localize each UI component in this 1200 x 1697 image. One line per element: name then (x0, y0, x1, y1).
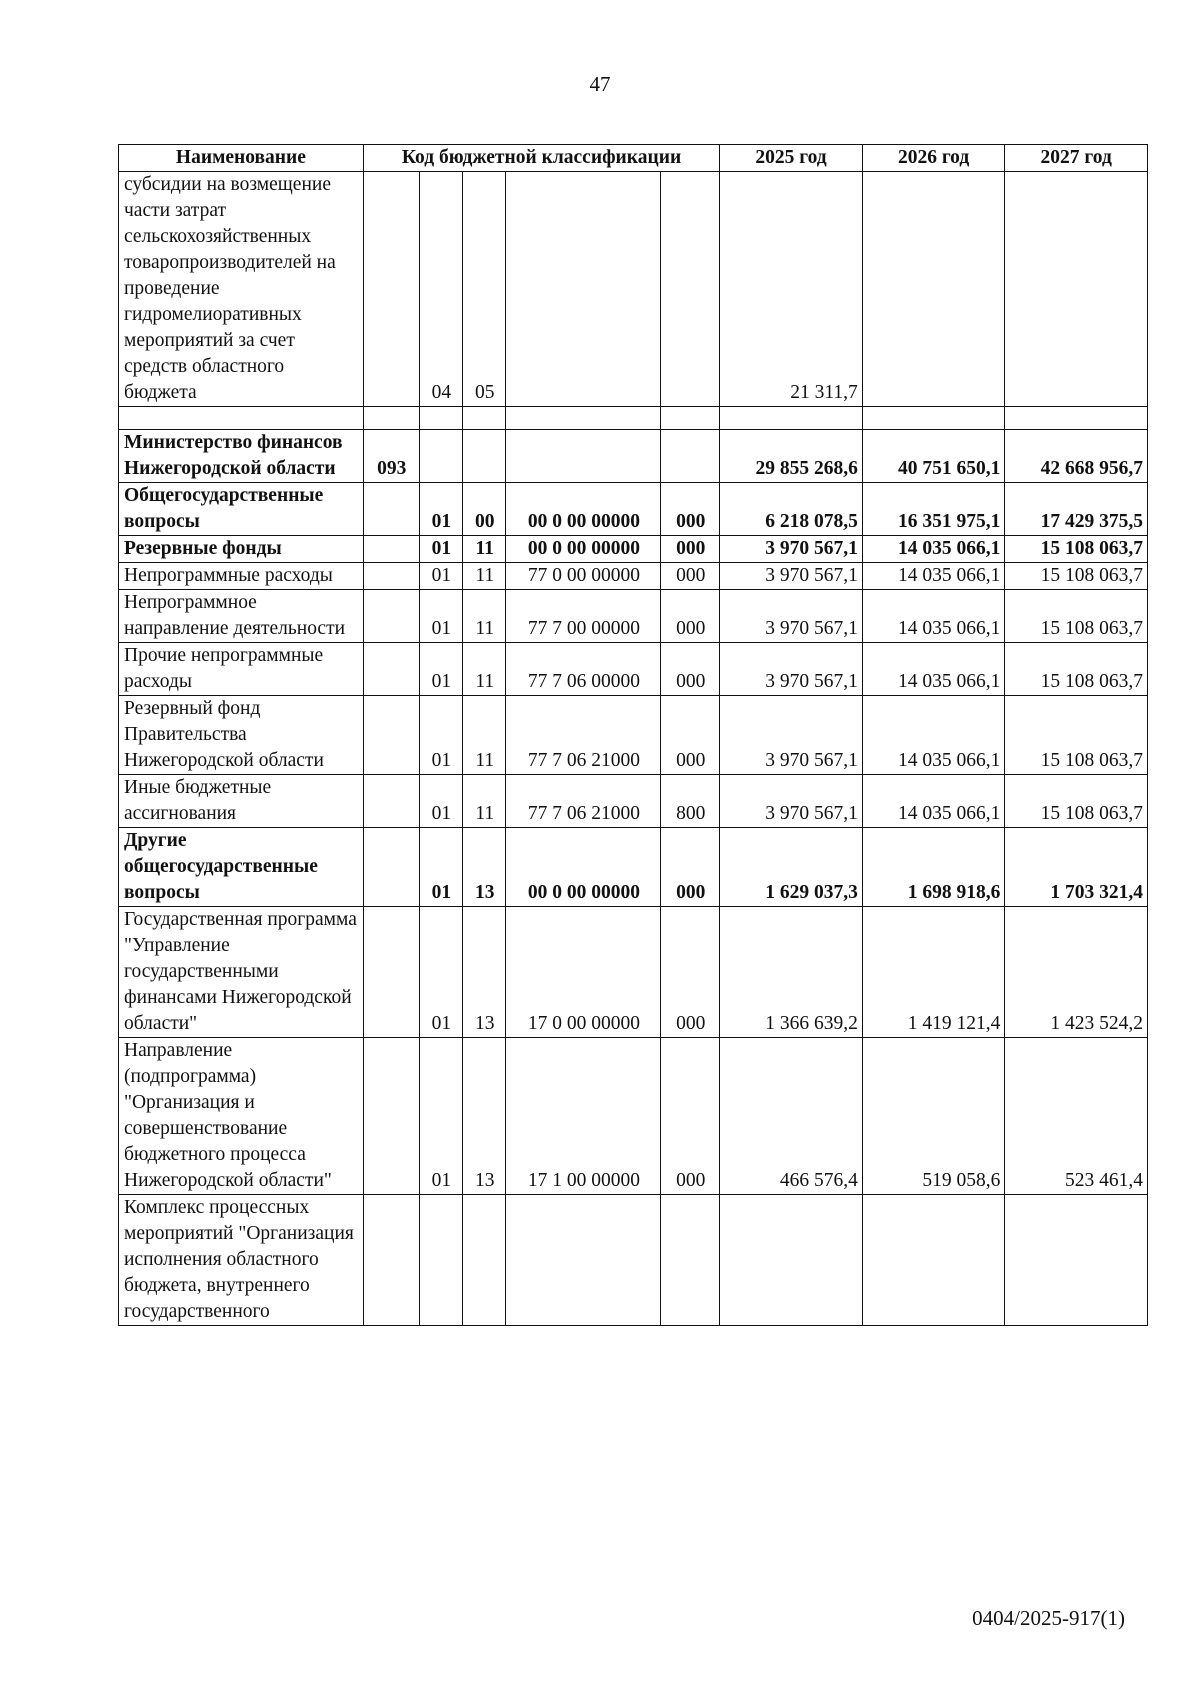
cell-rz: 01 (419, 775, 462, 828)
cell-vr: 000 (661, 643, 720, 696)
cell-2027: 1 703 321,4 (1005, 828, 1148, 907)
cell-ved (363, 696, 419, 775)
cell-2025 (720, 1195, 863, 1326)
table-row (119, 172, 1148, 407)
cell-pr: 05 (463, 172, 506, 407)
cell-2025: 3 970 567,1 (720, 563, 863, 590)
cell-csr: 77 7 06 21000 (506, 775, 661, 828)
table-row (119, 430, 1148, 483)
cell-ved (363, 828, 419, 907)
table-row (119, 828, 1148, 907)
cell-csr: 77 7 00 00000 (506, 590, 661, 643)
cell-2026 (862, 172, 1005, 407)
cell-csr: 00 0 00 00000 (506, 828, 661, 907)
cell-2027: 15 108 063,7 (1005, 590, 1148, 643)
cell-name: Иные бюджетные ассигнования (119, 775, 364, 828)
cell-2027 (1005, 1195, 1148, 1326)
cell-pr: 11 (463, 536, 506, 563)
table-row (119, 907, 1148, 1038)
cell-2026: 1 698 918,6 (862, 828, 1005, 907)
cell-csr: 77 7 06 00000 (506, 643, 661, 696)
table-body (119, 172, 1148, 1326)
table-row (119, 775, 1148, 828)
header-2026: 2026 год (862, 145, 1005, 172)
cell-2025: 1 366 639,2 (720, 907, 863, 1038)
cell-rz: 01 (419, 907, 462, 1038)
cell-2027: 17 429 375,5 (1005, 483, 1148, 536)
cell-2026: 16 351 975,1 (862, 483, 1005, 536)
cell-rz: 01 (419, 696, 462, 775)
cell-2025: 3 970 567,1 (720, 643, 863, 696)
cell-rz (419, 430, 462, 483)
cell-ved (363, 643, 419, 696)
page-number: 47 (589, 72, 611, 96)
cell-2026: 40 751 650,1 (862, 430, 1005, 483)
table-row (119, 643, 1148, 696)
cell-name: Резервные фонды (119, 536, 364, 563)
header-2025: 2025 год (720, 145, 863, 172)
cell-name: Министерство финансов Нижегородской области (119, 430, 364, 483)
cell-csr: 00 0 00 00000 (506, 536, 661, 563)
cell-csr: 17 1 00 00000 (506, 1038, 661, 1195)
cell-pr (463, 430, 506, 483)
cell-pr: 11 (463, 643, 506, 696)
cell-2025: 3 970 567,1 (720, 775, 863, 828)
cell-vr: 000 (661, 696, 720, 775)
cell-ved (363, 536, 419, 563)
cell-rz: 01 (419, 590, 462, 643)
cell-ved (363, 407, 419, 430)
cell-vr (661, 1195, 720, 1326)
cell-rz: 01 (419, 536, 462, 563)
table-row (119, 590, 1148, 643)
cell-2025: 3 970 567,1 (720, 696, 863, 775)
cell-csr (506, 1195, 661, 1326)
cell-name: Направление (подпрограмма) "Организация и совершенствование бюджетного процесса Нижегородской области" (119, 1038, 364, 1195)
cell-vr (661, 430, 720, 483)
header-2027: 2027 год (1005, 145, 1148, 172)
cell-name: Государственная программа "Управление государственными финансами Нижегородской области" (119, 907, 364, 1038)
cell-pr: 11 (463, 696, 506, 775)
table-row (119, 536, 1148, 563)
cell-rz: 01 (419, 1038, 462, 1195)
table-row (119, 1038, 1148, 1195)
cell-vr: 000 (661, 483, 720, 536)
cell-ved (363, 1038, 419, 1195)
cell-csr: 00 0 00 00000 (506, 483, 661, 536)
cell-2025: 3 970 567,1 (720, 590, 863, 643)
cell-pr (463, 1195, 506, 1326)
cell-ved (363, 1195, 419, 1326)
table-header-row (119, 145, 1148, 172)
cell-2027 (1005, 407, 1148, 430)
table-row (119, 696, 1148, 775)
table-row (119, 407, 1148, 430)
cell-2027 (1005, 172, 1148, 407)
cell-pr: 11 (463, 590, 506, 643)
cell-vr: 000 (661, 907, 720, 1038)
cell-vr: 800 (661, 775, 720, 828)
cell-2025: 1 629 037,3 (720, 828, 863, 907)
cell-2026 (862, 1195, 1005, 1326)
cell-vr: 000 (661, 536, 720, 563)
cell-rz: 01 (419, 643, 462, 696)
cell-2025: 466 576,4 (720, 1038, 863, 1195)
cell-rz (419, 407, 462, 430)
cell-2025 (720, 407, 863, 430)
document-code: 0404/2025-917(1) (972, 1606, 1125, 1630)
cell-ved: 093 (363, 430, 419, 483)
cell-2027: 15 108 063,7 (1005, 696, 1148, 775)
cell-pr (463, 407, 506, 430)
cell-rz: 01 (419, 483, 462, 536)
cell-2026: 14 035 066,1 (862, 563, 1005, 590)
cell-2027: 15 108 063,7 (1005, 643, 1148, 696)
cell-2027: 42 668 956,7 (1005, 430, 1148, 483)
cell-2025: 29 855 268,6 (720, 430, 863, 483)
cell-2026: 1 419 121,4 (862, 907, 1005, 1038)
cell-ved (363, 483, 419, 536)
cell-name: Прочие непрограммные расходы (119, 643, 364, 696)
cell-vr: 000 (661, 828, 720, 907)
cell-2026: 14 035 066,1 (862, 643, 1005, 696)
cell-name: Непрограммные расходы (119, 563, 364, 590)
cell-vr: 000 (661, 590, 720, 643)
cell-vr (661, 407, 720, 430)
cell-ved (363, 172, 419, 407)
cell-rz: 04 (419, 172, 462, 407)
cell-ved (363, 590, 419, 643)
header-name: Наименование (119, 145, 364, 172)
cell-2027: 15 108 063,7 (1005, 563, 1148, 590)
table-row (119, 1195, 1148, 1326)
cell-name: Другие общегосударственные вопросы (119, 828, 364, 907)
table-row (119, 483, 1148, 536)
cell-csr: 77 7 06 21000 (506, 696, 661, 775)
cell-2025: 3 970 567,1 (720, 536, 863, 563)
cell-2025: 6 218 078,5 (720, 483, 863, 536)
cell-csr (506, 430, 661, 483)
cell-pr: 11 (463, 563, 506, 590)
cell-name: Общегосударственные вопросы (119, 483, 364, 536)
cell-name: Резервный фонд Правительства Нижегородской области (119, 696, 364, 775)
cell-csr: 17 0 00 00000 (506, 907, 661, 1038)
cell-ved (363, 563, 419, 590)
cell-ved (363, 775, 419, 828)
cell-rz: 01 (419, 828, 462, 907)
cell-rz: 01 (419, 563, 462, 590)
cell-name: субсидии на возмещение части затрат сельскохозяйственных товаропроизводителей на проведение гидромелиоративных мероприятий за счет средств областного бюджета (119, 172, 364, 407)
cell-rz (419, 1195, 462, 1326)
budget-table (118, 144, 1148, 1326)
cell-name: Комплекс процессных мероприятий "Организация исполнения областного бюджета, внутреннего государственного (119, 1195, 364, 1326)
cell-2026: 519 058,6 (862, 1038, 1005, 1195)
cell-ved (363, 907, 419, 1038)
cell-csr (506, 407, 661, 430)
cell-pr: 11 (463, 775, 506, 828)
cell-vr (661, 172, 720, 407)
header-code: Код бюджетной классификации (363, 145, 719, 172)
cell-2027: 15 108 063,7 (1005, 775, 1148, 828)
cell-vr: 000 (661, 1038, 720, 1195)
cell-2026: 14 035 066,1 (862, 590, 1005, 643)
cell-pr: 13 (463, 828, 506, 907)
cell-2026: 14 035 066,1 (862, 696, 1005, 775)
cell-2027: 523 461,4 (1005, 1038, 1148, 1195)
cell-2027: 1 423 524,2 (1005, 907, 1148, 1038)
cell-pr: 13 (463, 1038, 506, 1195)
cell-csr (506, 172, 661, 407)
cell-vr: 000 (661, 563, 720, 590)
cell-pr: 00 (463, 483, 506, 536)
cell-2025: 21 311,7 (720, 172, 863, 407)
cell-csr: 77 0 00 00000 (506, 563, 661, 590)
cell-2026: 14 035 066,1 (862, 536, 1005, 563)
cell-name: Непрограммное направление деятельности (119, 590, 364, 643)
cell-2027: 15 108 063,7 (1005, 536, 1148, 563)
cell-name (119, 407, 364, 430)
cell-2026 (862, 407, 1005, 430)
cell-2026: 14 035 066,1 (862, 775, 1005, 828)
cell-pr: 13 (463, 907, 506, 1038)
table-row (119, 563, 1148, 590)
